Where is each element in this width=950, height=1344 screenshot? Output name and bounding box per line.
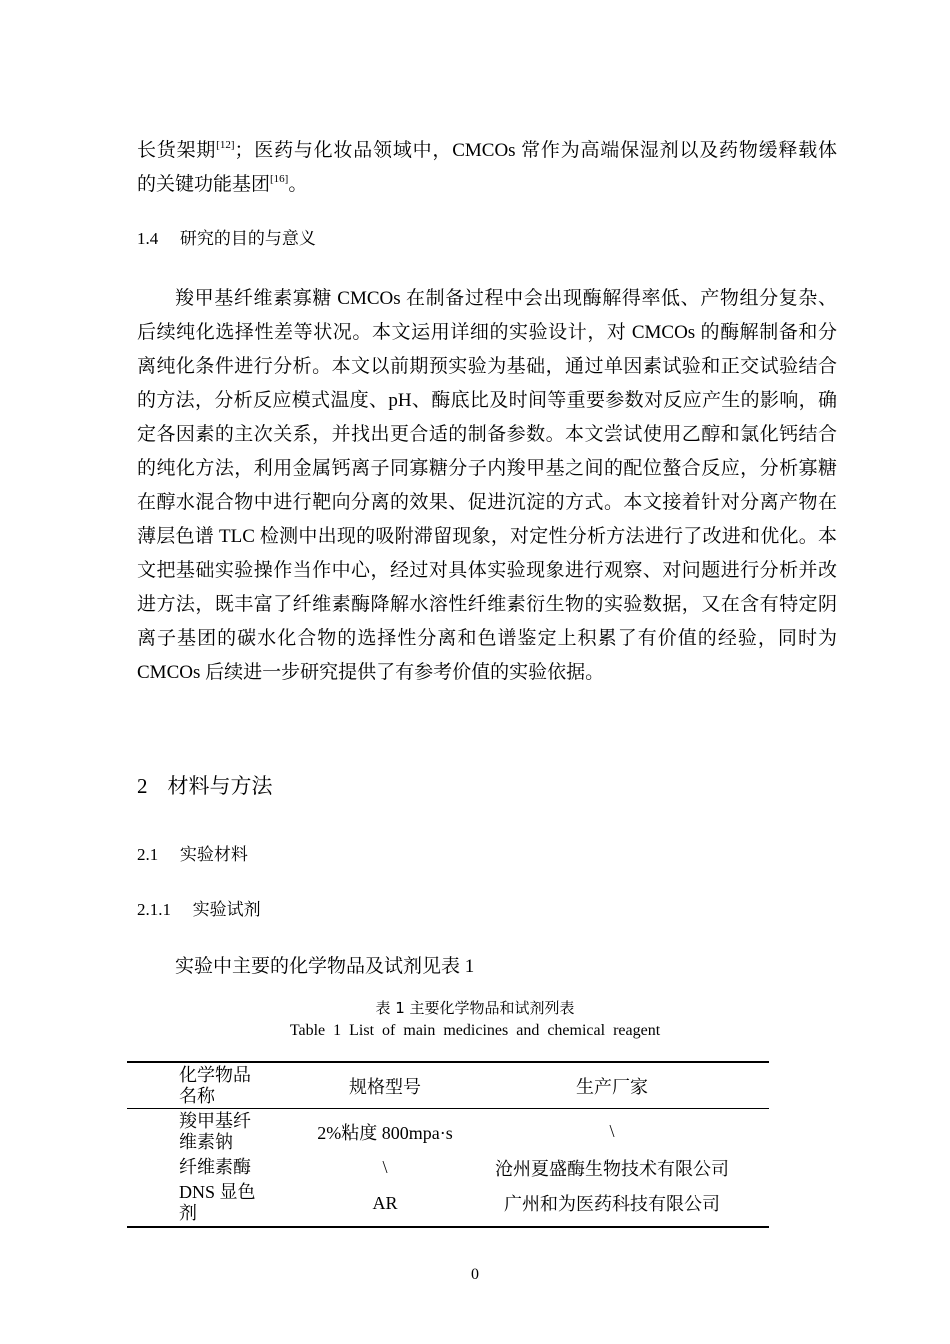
- text-line: 实验中主要的化学物品及试剂见表 1: [175, 956, 475, 977]
- table-cell: \: [382, 1157, 388, 1177]
- text-line: [137, 134, 837, 168]
- section-heading-2-1-1: [137, 895, 261, 920]
- section-title: 材料与方法: [167, 774, 273, 798]
- cell-text: DNS 显色剂: [179, 1182, 256, 1223]
- section-heading-1-4: [137, 224, 316, 249]
- page-number: 0: [471, 1266, 479, 1283]
- section-title: 实验试剂: [192, 900, 261, 920]
- text-line: 的方法，分析反应模式温度、pH、酶底比及时间等重要参数对反应产生的影响，确: [137, 390, 837, 411]
- cell-text: 纤维素酶: [179, 1157, 251, 1177]
- reagent-table: [127, 1061, 769, 1228]
- text-fragment: 长货架期: [137, 140, 217, 161]
- table-header-row: [127, 1062, 769, 1109]
- table-cell: \: [609, 1121, 615, 1142]
- text-line: CMCOs 后续进一步研究提供了有参考价值的实验依据。: [137, 662, 605, 683]
- section-title: 实验材料: [179, 845, 248, 865]
- text-line: 羧甲基纤维素寡糖 CMCOs 在制备过程中会出现酶解得率低、产物组分复杂、: [175, 288, 837, 309]
- text-line: 文把基础实验操作当作中心，经过对具体实验现象进行观察、对问题进行分析并改: [137, 560, 837, 581]
- text-fragment: 。: [288, 174, 308, 195]
- citation-ref[interactable]: [12]: [216, 139, 235, 151]
- table-cell: 广州和为医药科技有限公司: [455, 1181, 769, 1227]
- column-header: [127, 1062, 315, 1109]
- table-cell: 2%粘度 800mpa·s: [317, 1122, 453, 1143]
- intro-paragraph: [137, 134, 837, 202]
- table-row: [127, 1181, 769, 1227]
- table-caption-cn: 表 1 主要化学物品和试剂列表: [375, 999, 575, 1017]
- text-line: [137, 168, 837, 202]
- section-number: 1.4: [137, 229, 159, 248]
- citation-ref[interactable]: [16]: [270, 173, 289, 185]
- text-line: 在醇水混合物中进行靶向分离的效果、促进沉淀的方式。本文接着针对分离产物在: [137, 492, 837, 513]
- reagent-intro-paragraph: [137, 950, 837, 984]
- text-line: 薄层色谱 TLC 检测中出现的吸附滞留现象，对定性分析方法进行了改进和优化。本: [137, 526, 837, 547]
- table-cell: 沧州夏盛酶生物技术有限公司: [495, 1158, 729, 1179]
- text-line: 离纯化条件进行分析。本文以前期预实验为基础，通过单因素试验和正交试验结合: [137, 356, 837, 377]
- text-line: 离子基团的碳水化合物的选择性分离和色谱鉴定上积累了有价值的经验，同时为: [137, 628, 837, 649]
- table-row: [127, 1155, 769, 1181]
- column-header: 生产厂家: [455, 1062, 769, 1109]
- text-fragment: ；医药与化妆品领域中，CMCOs 常作为高端保湿剂以及药物缓释载体: [234, 140, 837, 161]
- column-header-label: 化学物品名称: [179, 1064, 251, 1106]
- table-cell: [127, 1155, 315, 1181]
- text-line: 定各因素的主次关系，并找出更合适的制备参数。本文尝试使用乙醇和氯化钙结合: [137, 424, 837, 445]
- text-line: 进方法，既丰富了纤维素酶降解水溶性纤维素衍生物的实验数据，又在含有特定阴: [137, 594, 837, 615]
- section-number: 2.1.1: [137, 900, 171, 919]
- section-heading-2: [137, 770, 273, 800]
- section-heading-2-1: [137, 840, 248, 865]
- purpose-paragraph: [137, 282, 837, 690]
- table-cell: [127, 1181, 315, 1227]
- section-number: 2: [137, 774, 148, 798]
- column-header: 规格型号: [315, 1062, 455, 1109]
- section-title: 研究的目的与意义: [179, 229, 316, 249]
- text-line: 的纯化方法，利用金属钙离子同寡糖分子内羧甲基之间的配位螯合反应，分析寡糖: [137, 458, 837, 479]
- cell-text: 羧甲基纤维素钠: [179, 1110, 251, 1152]
- text-fragment: 的关键功能基团: [137, 174, 271, 195]
- table-cell: AR: [315, 1181, 455, 1227]
- table-row: [127, 1109, 769, 1155]
- table-caption-en: Table 1 List of main medicines and chemical reagent: [289, 1022, 661, 1039]
- table-cell: [127, 1109, 315, 1155]
- section-number: 2.1: [137, 845, 159, 864]
- text-line: 后续纯化选择性差等状况。本文运用详细的实验设计，对 CMCOs 的酶解制备和分: [137, 322, 837, 343]
